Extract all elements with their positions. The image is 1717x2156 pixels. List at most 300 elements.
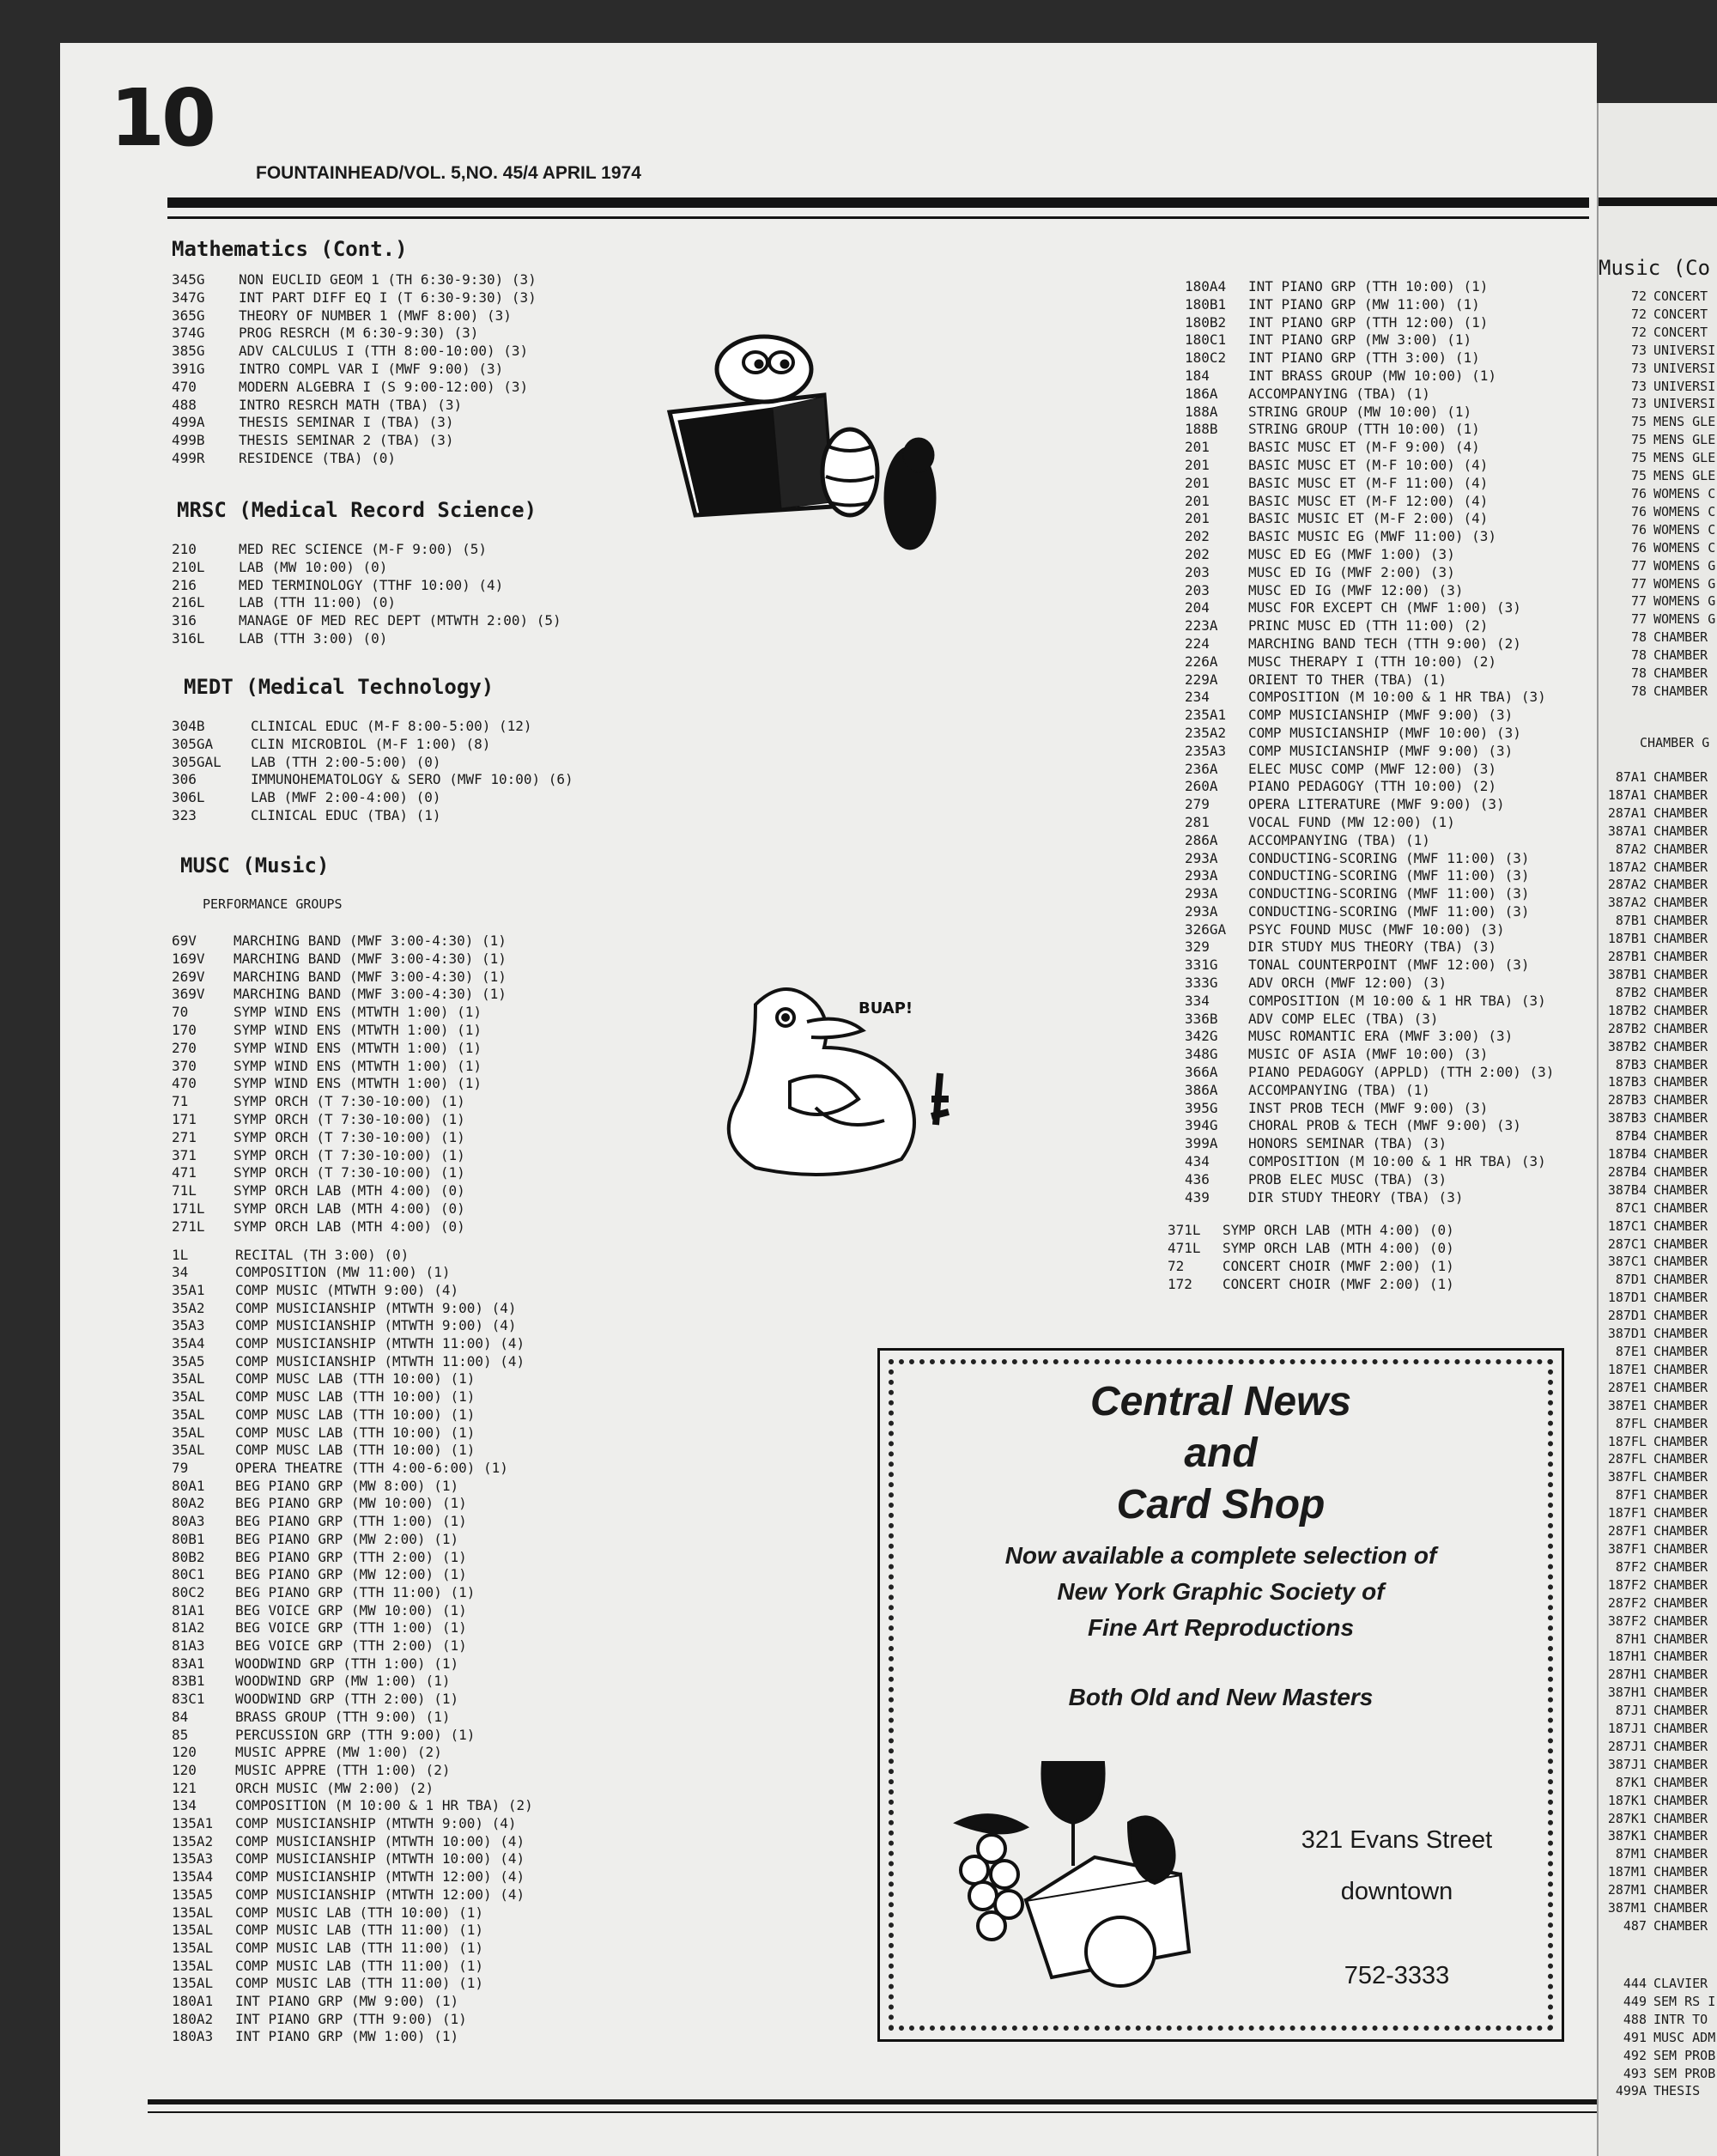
adjacent-course-description: CHAMBER [1653, 1469, 1708, 1485]
adjacent-course-row [1599, 1218, 1708, 1236]
course-description: MED TERMINOLOGY (TTHF 10:00) (4) [239, 576, 504, 593]
adjacent-course-row [1599, 449, 1715, 467]
adjacent-subhead-text: CHAMBER G [1640, 735, 1710, 750]
adjacent-course-description: UNIVERSI [1653, 360, 1716, 376]
course-row [172, 361, 652, 379]
course-description: COMP MUSIC LAB (TTH 11:00) (1) [235, 1939, 483, 1956]
course-row [1185, 1064, 1597, 1082]
course-description: INTRO RESRCH MATH (TBA) (3) [239, 396, 463, 413]
adjacent-course-row [1599, 1343, 1708, 1361]
course-code: 34 [172, 1264, 189, 1281]
adjacent-course-code: 78 [1630, 665, 1647, 682]
adjacent-course-row [1599, 1361, 1708, 1379]
course-code: 135A5 [172, 1886, 214, 1903]
course-description: SYMP WIND ENS (MTWTH 1:00) (1) [234, 1021, 482, 1038]
adjacent-course-row [1599, 1827, 1708, 1845]
course-row [1168, 1222, 1597, 1240]
adjacent-course-row [1599, 360, 1715, 378]
adjacent-course-code: 75 [1630, 414, 1647, 430]
course-description: CHORAL PROB & TECH (MWF 9:00) (3) [1248, 1117, 1521, 1134]
course-code: 84 [172, 1708, 189, 1725]
adjacent-course-row [1599, 1236, 1708, 1254]
course-row [172, 969, 687, 987]
adjacent-course-row [1599, 1648, 1708, 1666]
adjacent-course-code: 187M1 [1607, 1864, 1647, 1880]
course-code: 180A1 [172, 1993, 214, 2010]
course-code: 79 [172, 1459, 189, 1476]
course-code: 369V [172, 986, 205, 1003]
course-code: 391G [172, 360, 205, 377]
adjacent-course-row [1599, 1486, 1708, 1504]
adjacent-course-code: 87H1 [1615, 1631, 1647, 1647]
course-description: WOODWIND GRP (TTH 1:00) (1) [235, 1655, 459, 1672]
adjacent-course-description: CHAMBER [1653, 1199, 1708, 1216]
course-description: THEORY OF NUMBER 1 (MWF 8:00) (3) [239, 307, 512, 324]
adjacent-course-description: CHAMBER [1653, 1558, 1708, 1575]
course-row [1185, 314, 1597, 332]
adjacent-course-row [1599, 984, 1708, 1002]
course-description: THESIS SEMINAR 2 (TBA) (3) [239, 432, 454, 449]
course-description: INST PROB TECH (MWF 9:00) (3) [1248, 1099, 1489, 1116]
course-description: SYMP ORCH (T 7:30-10:00) (1) [234, 1146, 465, 1163]
adjacent-course-description: WOMENS G [1653, 593, 1716, 610]
adjacent-course-row [1599, 1109, 1708, 1127]
course-code: 80B2 [172, 1548, 205, 1565]
adjacent-course-row [1599, 1038, 1708, 1056]
course-code: 347G [172, 288, 205, 306]
adjacent-course-code: 287E1 [1607, 1379, 1647, 1395]
adjacent-course-description: CHAMBER [1653, 1846, 1708, 1862]
adjacent-course-description: CHAMBER [1653, 1774, 1708, 1790]
adjacent-course-row [1599, 1975, 1715, 1993]
adjacent-course-row [1599, 1810, 1708, 1828]
course-row [172, 1022, 687, 1040]
adjacent-course-description: CHAMBER [1653, 1272, 1708, 1288]
adjacent-course-code: 387E1 [1607, 1397, 1647, 1413]
section-title-math: Mathematics (Cont.) [172, 237, 408, 261]
course-row [172, 307, 652, 325]
course-description: CONDUCTING-SCORING (MWF 11:00) (3) [1248, 885, 1530, 902]
course-description: SYMP WIND ENS (MTWTH 1:00) (1) [234, 1075, 482, 1092]
adjacent-course-description: WOMENS C [1653, 521, 1716, 537]
adjacent-course-description: CHAMBER [1653, 1882, 1708, 1898]
course-description: COMP MUSC LAB (TTH 10:00) (1) [235, 1406, 476, 1423]
course-description: BEG PIANO GRP (TTH 2:00) (1) [235, 1548, 467, 1565]
course-description: BEG PIANO GRP (MW 2:00) (1) [235, 1530, 459, 1547]
course-description: COMP MUSICIANSHIP (MTWTH 12:00) (4) [235, 1868, 525, 1886]
course-row [1185, 421, 1597, 439]
course-row [1185, 671, 1597, 689]
course-row [172, 1815, 687, 1833]
adjacent-course-description: CHAMBER [1653, 984, 1708, 1000]
course-description: COMP MUSC LAB (TTH 10:00) (1) [235, 1442, 476, 1459]
medt-block [172, 675, 652, 825]
adjacent-course-code: 73 [1630, 342, 1647, 358]
adjacent-course-code: 77 [1630, 593, 1647, 610]
course-row [172, 1460, 687, 1478]
course-description: COMPOSITION (M 10:00 & 1 HR TBA) (3) [1248, 689, 1546, 706]
adjacent-course-code: 75 [1630, 468, 1647, 484]
course-description: COMP MUSIC LAB (TTH 10:00) (1) [235, 1904, 483, 1921]
course-description: COMP MUSICIANSHIP (MTWTH 9:00) (4) [235, 1815, 517, 1832]
course-code: 399A [1185, 1135, 1218, 1152]
adjacent-course-code: 187B1 [1607, 931, 1647, 947]
course-row [172, 594, 652, 612]
adjacent-course-description: CHAMBER [1653, 786, 1708, 803]
course-description: BEG VOICE GRP (TTH 1:00) (1) [235, 1619, 467, 1637]
adjacent-course-description: CHAMBER [1653, 1828, 1708, 1844]
ad-title [880, 1376, 1562, 1531]
course-row [172, 1637, 687, 1655]
course-description: ADV COMP ELEC (TBA) (3) [1248, 1010, 1439, 1027]
adjacent-course-row [1599, 1181, 1708, 1199]
course-row [1185, 1135, 1597, 1153]
adjacent-course-row [1599, 1450, 1708, 1468]
course-code: 345G [172, 271, 205, 288]
course-code: 188A [1185, 403, 1218, 420]
course-description: SYMP ORCH (T 7:30-10:00) (1) [234, 1110, 465, 1127]
performance-course-list [172, 932, 687, 1236]
course-row [1185, 814, 1597, 832]
adjacent-course-description: CHAMBER [1653, 1667, 1708, 1683]
adjacent-course-code: 287C1 [1607, 1236, 1647, 1252]
course-description: BASIC MUSC ET (M-F 10:00) (4) [1248, 456, 1489, 473]
adjacent-course-code: 78 [1630, 629, 1647, 646]
adjacent-course-code: 78 [1630, 683, 1647, 699]
course-row [1185, 635, 1597, 653]
adjacent-course-description: CHAMBER [1653, 1020, 1708, 1036]
course-row [172, 1762, 687, 1780]
adjacent-course-code: 387F2 [1607, 1612, 1647, 1629]
adjacent-course-description: CHAMBER [1653, 823, 1708, 839]
adjacent-course-code: 287F1 [1607, 1523, 1647, 1540]
course-description: PIANO PEDAGOGY (TTH 10:00) (2) [1248, 778, 1496, 795]
course-description: COMP MUSICIANSHIP (MWF 9:00) (3) [1248, 742, 1514, 759]
adjacent-course-row [1599, 1002, 1708, 1020]
adjacent-course-description: CHAMBER [1653, 1631, 1708, 1647]
adjacent-course-description: WOMENS G [1653, 575, 1716, 592]
course-description: SYMP WIND ENS (MTWTH 1:00) (1) [234, 1039, 482, 1056]
course-code: 270 [172, 1039, 197, 1056]
ad-address: 321 Evans Street [1301, 1826, 1493, 1854]
adjacent-course-row [1599, 2011, 1715, 2029]
adjacent-course-row [1599, 485, 1715, 503]
course-row [172, 1566, 687, 1584]
course-row [172, 289, 652, 307]
course-code: 135AL [172, 1975, 214, 1992]
course-row [172, 754, 652, 772]
adjacent-course-description: CHAMBER [1653, 1415, 1708, 1431]
course-description: MUSC ED EG (MWF 1:00) (3) [1248, 545, 1455, 562]
course-row [172, 379, 652, 397]
course-code: 223A [1185, 617, 1218, 635]
course-description: INT PIANO GRP (TTH 3:00) (1) [1248, 349, 1480, 367]
course-description: LAB (MW 10:00) (0) [239, 558, 388, 575]
course-code: 35AL [172, 1424, 205, 1441]
ad-title-line: and [1184, 1430, 1258, 1476]
adjacent-course-code: 387F1 [1607, 1540, 1647, 1557]
course-row [172, 1549, 687, 1567]
course-description: BASIC MUSC ET (M-F 12:00) (4) [1248, 492, 1489, 509]
course-row [1185, 903, 1597, 921]
course-code: 35AL [172, 1370, 205, 1388]
adjacent-course-description: CHAMBER [1653, 1163, 1708, 1180]
adjacent-course-row [1599, 539, 1715, 557]
course-description: COMP MUSICIANSHIP (MTWTH 11:00) (4) [235, 1335, 525, 1352]
course-description: SYMP ORCH LAB (MTH 4:00) (0) [234, 1218, 465, 1235]
adjacent-course-code: 75 [1630, 432, 1647, 448]
course-description: THESIS SEMINAR I (TBA) (3) [239, 414, 454, 431]
adjacent-course-description: CHAMBER [1653, 683, 1708, 699]
course-code: 436 [1185, 1170, 1210, 1187]
course-row [172, 1264, 687, 1282]
adjacent-course-code: 87FL [1615, 1415, 1647, 1431]
adjacent-course-description: CHAMBER [1653, 1146, 1708, 1163]
course-code: 171 [172, 1110, 197, 1127]
course-code: 202 [1185, 528, 1210, 545]
course-description: BEG PIANO GRP (TTH 11:00) (1) [235, 1583, 476, 1600]
course-row [172, 1584, 687, 1602]
adjacent-course-description: CHAMBER [1653, 1379, 1708, 1395]
course-row [172, 343, 652, 361]
course-description: SYMP ORCH LAB (MTH 4:00) (0) [234, 1182, 465, 1199]
course-row [172, 450, 652, 468]
course-code: 81A2 [172, 1619, 205, 1637]
adjacent-course-code: 287F2 [1607, 1594, 1647, 1611]
course-row [172, 1709, 687, 1727]
section-title-medt: MEDT (Medical Technology) [184, 675, 494, 699]
course-code: 216L [172, 594, 205, 611]
adjacent-course-description: CHAMBER [1653, 1236, 1708, 1252]
adjacent-course-code: 492 [1623, 2047, 1647, 2063]
adjacent-course-row [1599, 288, 1715, 306]
course-row [172, 986, 687, 1004]
adjacent-course-description: CHAMBER [1653, 805, 1708, 821]
course-code: 342G [1185, 1028, 1218, 1045]
course-description: STRING GROUP (MW 10:00) (1) [1248, 403, 1472, 420]
course-row [172, 1282, 687, 1300]
adjacent-course-row [1599, 912, 1708, 930]
course-description: COMP MUSICIANSHIP (MTWTH 10:00) (4) [235, 1832, 525, 1849]
adjacent-course-row [1599, 342, 1715, 360]
adjacent-course-description: CHAMBER [1653, 1505, 1708, 1521]
adjacent-course-row [1599, 768, 1708, 786]
adjacent-course-description: CHAMBER [1653, 895, 1708, 911]
course-code: 135A3 [172, 1850, 214, 1868]
adjacent-course-row [1599, 557, 1715, 575]
adjacent-course-row [1599, 1993, 1715, 2011]
adjacent-course-description: CHAMBER [1653, 1738, 1708, 1754]
adjacent-course-description: MUSC ADM [1653, 2029, 1716, 2045]
course-code: 201 [1185, 510, 1210, 527]
course-row [1185, 493, 1597, 511]
course-code: 69V [172, 932, 197, 949]
course-code: 83A1 [172, 1655, 205, 1672]
adjacent-header-rule [1599, 197, 1717, 206]
adjacent-course-row [1599, 431, 1715, 449]
adjacent-course-description: SEM PROB [1653, 2065, 1716, 2081]
course-description: SYMP ORCH LAB (MTH 4:00) (0) [234, 1199, 465, 1217]
ad-tagline: Both Old and New Masters [1068, 1684, 1374, 1710]
course-row [172, 1797, 687, 1815]
adjacent-course-row [1599, 1522, 1708, 1540]
course-row [172, 559, 652, 577]
adjacent-course-code: 287K1 [1607, 1810, 1647, 1826]
course-code: 281 [1185, 813, 1210, 830]
course-description: DIR STUDY THEORY (TBA) (3) [1248, 1188, 1464, 1206]
course-row [1185, 778, 1597, 796]
course-row [172, 1495, 687, 1513]
adjacent-course-code: 493 [1623, 2065, 1647, 2081]
adjacent-course-code: 187J1 [1607, 1721, 1647, 1737]
course-code: 81A1 [172, 1601, 205, 1619]
adjacent-course-code: 449 [1623, 1993, 1647, 2009]
course-code: 186A [1185, 385, 1218, 402]
adjacent-course-row [1599, 2047, 1715, 2065]
right-course-list [1185, 278, 1597, 1206]
course-description: COMP MUSICIANSHIP (MTWTH 12:00) (4) [235, 1886, 525, 1903]
adjacent-course-code: 387B1 [1607, 966, 1647, 982]
adjacent-course-description: CHAMBER [1653, 931, 1708, 947]
course-description: MUSIC APPRE (MW 1:00) (2) [235, 1744, 442, 1761]
course-code: 293A [1185, 867, 1218, 884]
course-code: 180A3 [172, 2028, 214, 2045]
course-row [1185, 439, 1597, 457]
adjacent-course-code: 75 [1630, 450, 1647, 466]
course-code: 169V [172, 950, 205, 967]
bird-cartoon-illustration [704, 970, 996, 1193]
course-row [172, 630, 652, 648]
adjacent-course-code: 287B4 [1607, 1163, 1647, 1180]
course-code: 293A [1185, 849, 1218, 866]
adjacent-course-code: 87F2 [1615, 1558, 1647, 1575]
course-code: 229A [1185, 671, 1218, 688]
course-code: 306 [172, 771, 197, 788]
course-code: 35A2 [172, 1299, 205, 1316]
course-code: 35A5 [172, 1352, 205, 1370]
adjacent-course-description: SEM PROB [1653, 2047, 1716, 2063]
adjacent-course-code: 72 [1630, 288, 1647, 304]
performance-groups-heading: PERFORMANCE GROUPS [203, 896, 343, 912]
adjacent-course-code: 187FL [1607, 1433, 1647, 1449]
adjacent-course-row [1599, 1145, 1708, 1163]
adjacent-course-row [1599, 592, 1715, 610]
course-description: CLINICAL EDUC (M-F 8:00-5:00) (12) [251, 718, 532, 734]
course-description: COMP MUSC LAB (TTH 10:00) (1) [235, 1388, 476, 1406]
ad-body-line: New York Graphic Society of [1057, 1578, 1385, 1605]
course-description: WOODWIND GRP (TTH 2:00) (1) [235, 1691, 459, 1708]
adjacent-course-code: 387A1 [1607, 823, 1647, 839]
course-code: 305GA [172, 735, 214, 752]
course-code: 1L [172, 1246, 189, 1263]
course-code: 271L [172, 1218, 205, 1235]
course-description: COMP MUSC LAB (TTH 10:00) (1) [235, 1424, 476, 1441]
course-description: MARCHING BAND TECH (TTH 9:00) (2) [1248, 635, 1521, 652]
course-row [172, 1040, 687, 1058]
course-code: 334 [1185, 992, 1210, 1009]
course-code: 271 [172, 1128, 197, 1145]
course-code: 135A1 [172, 1815, 214, 1832]
adjacent-course-code: 78 [1630, 647, 1647, 664]
adjacent-course-row [1599, 805, 1708, 823]
course-row [172, 271, 652, 289]
adjacent-course-description: INTR TO [1653, 2011, 1708, 2027]
course-description: COMPOSITION (MW 11:00) (1) [235, 1264, 451, 1281]
adjacent-course-code: 187B3 [1607, 1074, 1647, 1090]
course-code: 180C2 [1185, 349, 1227, 367]
course-row [1185, 796, 1597, 814]
adjacent-course-row [1599, 1415, 1708, 1433]
course-row [172, 1200, 687, 1218]
adjacent-course-row [1599, 1307, 1708, 1325]
adjacent-course-description: CHAMBER [1653, 1612, 1708, 1629]
course-description: COMP MUSIC LAB (TTH 11:00) (1) [235, 1957, 483, 1974]
course-row [1185, 528, 1597, 546]
course-description: INT PIANO GRP (MW 9:00) (1) [235, 1993, 459, 2010]
course-row [1185, 1171, 1597, 1189]
course-row [1185, 761, 1597, 779]
course-description: MARCHING BAND (MWF 3:00-4:30) (1) [234, 932, 507, 949]
adjacent-course-description: CHAMBER [1653, 665, 1708, 682]
mrsc-block [172, 498, 652, 648]
course-description: BEG VOICE GRP (TTH 2:00) (1) [235, 1637, 467, 1655]
course-row [1185, 689, 1597, 707]
adjacent-course-description: SEM RS I [1653, 1993, 1716, 2009]
course-description: BEG PIANO GRP (TTH 1:00) (1) [235, 1513, 467, 1530]
course-description: HONORS SEMINAR (TBA) (3) [1248, 1135, 1447, 1152]
course-row [1185, 993, 1597, 1011]
course-description: INT PIANO GRP (TTH 10:00) (1) [1248, 278, 1489, 295]
adjacent-course-code: 187K1 [1607, 1792, 1647, 1808]
course-code: 204 [1185, 599, 1210, 616]
adjacent-course-description: CHAMBER [1653, 1433, 1708, 1449]
course-code: 180A4 [1185, 278, 1227, 295]
course-code: 203 [1185, 581, 1210, 598]
adjacent-course-description: CHAMBER [1653, 1523, 1708, 1540]
course-code: 385G [172, 343, 205, 360]
course-description: MARCHING BAND (MWF 3:00-4:30) (1) [234, 986, 507, 1003]
course-description: RECITAL (TH 3:00) (0) [235, 1246, 410, 1263]
adjacent-course-code: 287FL [1607, 1451, 1647, 1467]
course-row [1185, 1153, 1597, 1171]
course-code: 366A [1185, 1064, 1218, 1081]
adjacent-tail-list [1599, 1975, 1715, 2100]
course-code: 70 [172, 1004, 189, 1021]
adjacent-course-description: CHAMBER [1653, 949, 1708, 965]
course-description: COMPOSITION (M 10:00 & 1 HR TBA) (3) [1248, 1153, 1546, 1170]
adjacent-course-code: 87A1 [1615, 769, 1647, 785]
adjacent-course-row [1599, 1504, 1708, 1522]
course-code: 71 [172, 1093, 189, 1110]
adjacent-course-code: 387M1 [1607, 1900, 1647, 1916]
adjacent-course-row [1599, 1774, 1708, 1792]
adjacent-course-code: 187D1 [1607, 1290, 1647, 1306]
course-row [1185, 331, 1597, 349]
adjacent-course-row [1599, 1056, 1708, 1074]
adjacent-course-description: CHAMBER [1653, 1218, 1708, 1234]
course-row [172, 1004, 687, 1022]
right-column [1168, 278, 1597, 1294]
bookworm-cartoon-illustration [661, 326, 1004, 610]
adjacent-course-description: WOMENS G [1653, 557, 1716, 574]
adjacent-course-row [1599, 1271, 1708, 1289]
course-code: 35A3 [172, 1317, 205, 1334]
adjacent-course-code: 387B4 [1607, 1181, 1647, 1198]
course-description: ADV CALCULUS I (TTH 8:00-10:00) (3) [239, 343, 529, 360]
course-code: 260A [1185, 778, 1218, 795]
adjacent-section-title: Music (Co [1599, 256, 1711, 280]
adjacent-course-code: 287M1 [1607, 1882, 1647, 1898]
